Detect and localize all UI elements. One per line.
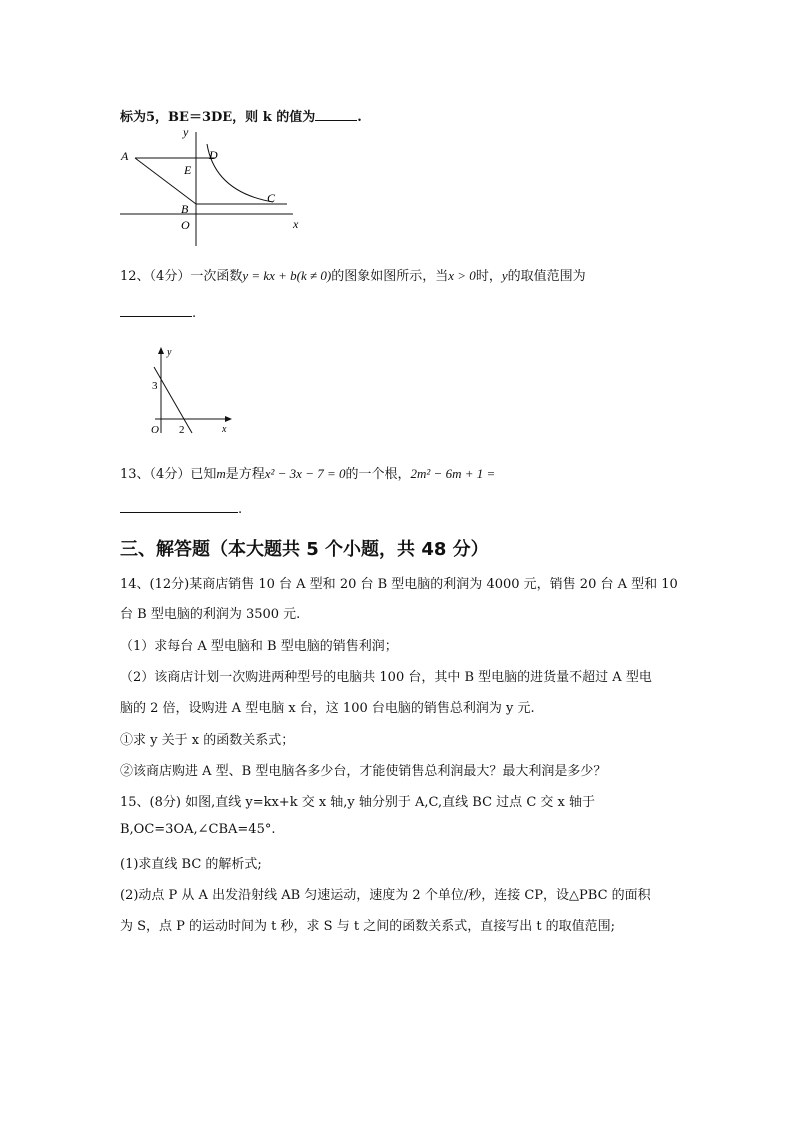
q11-answer-blank[interactable] (315, 108, 357, 121)
q11-tail: 标为5，BE＝3DE，则 k 的值为 (120, 110, 316, 125)
fig2-line (154, 367, 192, 433)
q15-line1: 15、(8分) 如图,直线 y=kx+k 交 x 轴,y 轴分别于 A,C,直线 BC 过点 C 交 x 轴于 (120, 795, 595, 810)
q13-prefix: 13、（4分）已知 (120, 467, 217, 482)
q13-answer-blank[interactable] (120, 500, 238, 513)
q14-line2: 台 B 型电脑的利润为 3500 元. (120, 607, 301, 622)
fig2-label-3: 3 (152, 380, 158, 392)
q12-answer-line (120, 304, 196, 321)
q11-figure (115, 122, 315, 247)
q14-part1: （1）求每台 A 型电脑和 B 型电脑的销售利润； (120, 639, 398, 654)
q12-cond: x > 0 (448, 268, 476, 283)
q12-yvar: y (501, 268, 508, 283)
fig1-label-A: A (121, 149, 129, 163)
q12-answer-blank[interactable] (120, 304, 192, 317)
fig1-label-O: O (181, 218, 190, 232)
fig2-label-O: O (151, 424, 159, 436)
q13-m: m (216, 466, 226, 481)
q14-line1: 14、(12分)某商店销售 10 台 A 型和 20 台 B 型电脑的利润为 4000 元，销售 20 台 A 型和 10 (120, 577, 678, 592)
q15-part1: (1)求直线 BC 的解析式; (120, 857, 262, 872)
q15-part2a: (2)动点 P 从 A 出发沿射线 AB 匀速运动，速度为 2 个单位/秒，连接 CP，设△PBC 的面积 (120, 888, 651, 903)
q12-suffix: 的取值范围为 (507, 269, 586, 284)
q12-figure (140, 343, 270, 443)
q12-text (120, 265, 586, 284)
fig2-label-y: y (167, 347, 172, 358)
fig2-y-arrow (158, 347, 164, 354)
fig2-x-arrow (225, 416, 232, 422)
q13-middle: 是方程 (225, 467, 265, 482)
fig2-label-x: x (222, 424, 227, 435)
q14-part2a: （2）该商店计划一次购进两种型号的电脑共 100 台，其中 B 型电脑的进货量不超过 A 型电 (120, 670, 652, 685)
fig1-label-x: x (293, 217, 299, 231)
q12-after: 时， (475, 269, 502, 284)
fig1-label-B: B (181, 202, 189, 216)
q13-expr: 2m² − 6m + 1 = (410, 466, 496, 481)
q12-end: . (192, 306, 197, 321)
q13-after: 的一个根， (345, 467, 411, 482)
q12-prefix: 12、（4分）一次函数 (120, 269, 243, 284)
q14-part2b: 脑的 2 倍，设购进 A 型电脑 x 台，这 100 台电脑的销售总利润为 y 元. (120, 701, 535, 716)
q11-end: . (357, 110, 362, 125)
fig2-label-2: 2 (179, 424, 185, 436)
q14-sub2: ②该商店购进 A 型、B 型电脑各多少台，才能使销售总利润最大？最大利润是多少？ (120, 764, 607, 779)
fig1-label-E: E (184, 163, 192, 177)
q13-answer-line (120, 500, 242, 517)
fig1-label-D: D (209, 148, 218, 162)
q12-formula: y = kx + b(k ≠ 0) (242, 268, 332, 283)
fig1-label-C: C (267, 191, 276, 205)
q13-end: . (238, 502, 243, 517)
section-3-heading: 三、解答题（本大题共 5 个小题，共 48 分） (120, 539, 489, 560)
q13-equation: x² − 3x − 7 = 0 (264, 466, 346, 481)
q15-line2: B,OC=3OA,∠CBA=45°. (120, 822, 276, 837)
q13-text (120, 463, 495, 482)
q12-middle: 的图象如图所示，当 (331, 269, 449, 284)
q15-part2b: 为 S，点 P 的运动时间为 t 秒，求 S 与 t 之间的函数关系式，直接写出 t 的取值范围; (120, 919, 616, 934)
q14-sub1: ①求 y 关于 x 的函数关系式； (120, 733, 295, 748)
fig1-label-y: y (183, 125, 189, 139)
